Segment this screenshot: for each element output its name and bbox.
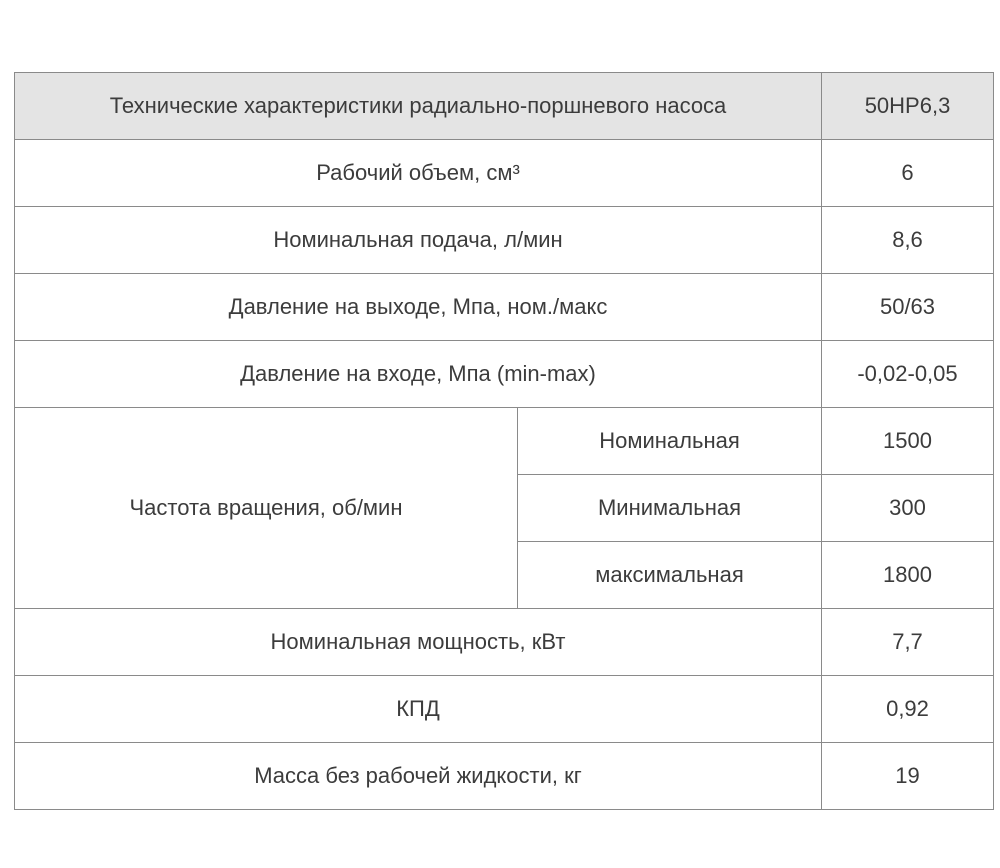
row-label: Масса без рабочей жидкости, кг — [15, 743, 822, 810]
table-row — [15, 207, 994, 274]
table-row — [15, 274, 994, 341]
subrow-value: 300 — [822, 475, 994, 542]
table-header-row — [15, 73, 994, 140]
table-row — [15, 676, 994, 743]
row-value: 50/63 — [822, 274, 994, 341]
row-value: 8,6 — [822, 207, 994, 274]
row-value: -0,02-0,05 — [822, 341, 994, 408]
row-label: КПД — [15, 676, 822, 743]
header-label: Технические характеристики радиально-поршневого насоса — [15, 73, 822, 140]
subrow-label: Номинальная — [518, 408, 822, 475]
row-value: 7,7 — [822, 609, 994, 676]
row-label: Давление на выходе, Мпа, ном./макс — [15, 274, 822, 341]
row-value: 6 — [822, 140, 994, 207]
subrow-value: 1500 — [822, 408, 994, 475]
table-row — [15, 743, 994, 810]
table-row — [15, 341, 994, 408]
row-value: 0,92 — [822, 676, 994, 743]
table-row — [15, 140, 994, 207]
table-row — [15, 609, 994, 676]
row-label: Номинальная мощность, кВт — [15, 609, 822, 676]
table-row — [15, 408, 994, 475]
subrow-value: 1800 — [822, 542, 994, 609]
subrow-label: максимальная — [518, 542, 822, 609]
subrow-label: Минимальная — [518, 475, 822, 542]
row-label: Давление на входе, Мпа (min-max) — [15, 341, 822, 408]
specifications-table — [14, 72, 994, 810]
row-value: 19 — [822, 743, 994, 810]
row-label: Номинальная подача, л/мин — [15, 207, 822, 274]
row-label: Рабочий объем, см³ — [15, 140, 822, 207]
rotation-label: Частота вращения, об/мин — [15, 408, 518, 609]
header-model: 50НР6,3 — [822, 73, 994, 140]
